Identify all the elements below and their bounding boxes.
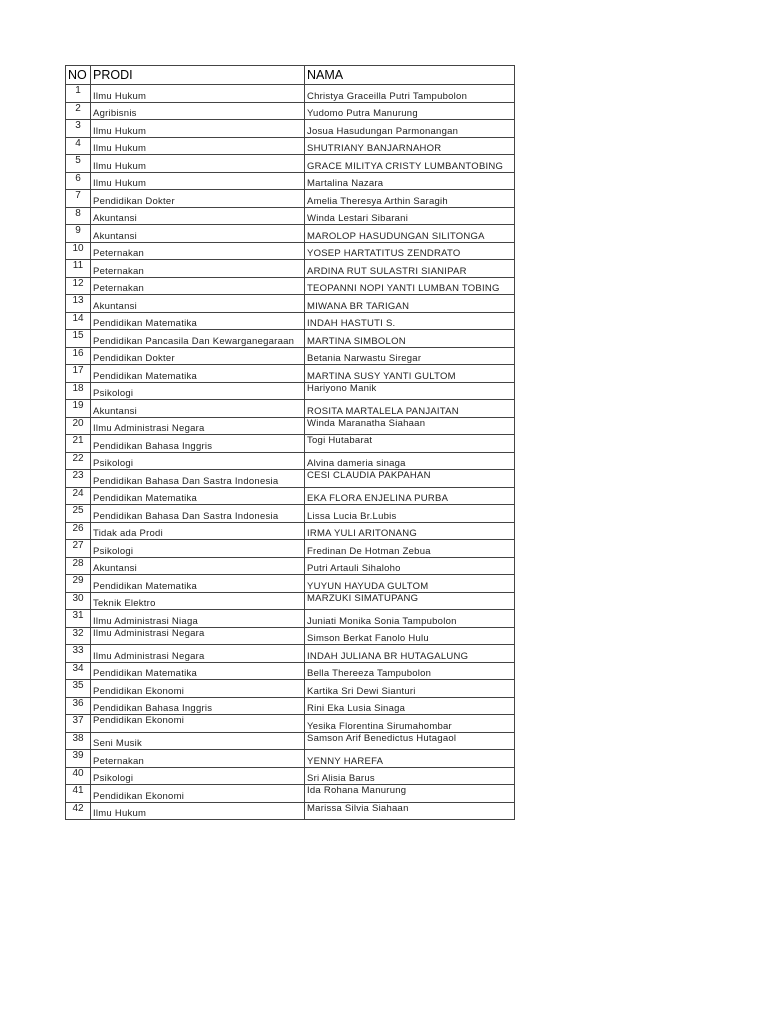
table-row bbox=[66, 697, 515, 715]
table-row bbox=[66, 715, 515, 733]
cell-nama[interactable]: TEOPANNI NOPI YANTI LUMBAN TOBING bbox=[305, 277, 515, 295]
cell-no[interactable]: 30 bbox=[66, 592, 91, 610]
cell-prodi[interactable]: Tidak ada Prodi bbox=[91, 522, 305, 540]
table-row bbox=[66, 540, 515, 558]
cell-no[interactable]: 40 bbox=[66, 767, 91, 785]
table-row bbox=[66, 557, 515, 575]
table-row bbox=[66, 452, 515, 470]
cell-no[interactable]: 11 bbox=[66, 260, 91, 278]
cell-nama[interactable]: INDAH HASTUTI S. bbox=[305, 312, 515, 330]
table-row bbox=[66, 295, 515, 313]
cell-no[interactable]: 4 bbox=[66, 137, 91, 155]
cell-prodi[interactable]: Pendidikan Matematika bbox=[91, 662, 305, 680]
cell-nama[interactable]: Marissa Silvia Siahaan bbox=[305, 802, 515, 820]
cell-prodi[interactable]: Pendidikan Matematika bbox=[91, 487, 305, 505]
cell-prodi[interactable]: Akuntansi bbox=[91, 557, 305, 575]
cell-prodi[interactable]: Akuntansi bbox=[91, 400, 305, 418]
table-row bbox=[66, 347, 515, 365]
cell-no[interactable]: 10 bbox=[66, 242, 91, 260]
cell-no[interactable]: 20 bbox=[66, 417, 91, 435]
cell-no[interactable]: 17 bbox=[66, 365, 91, 383]
student-table bbox=[65, 65, 515, 820]
table-row bbox=[66, 732, 515, 750]
cell-no[interactable]: 35 bbox=[66, 680, 91, 698]
table-row bbox=[66, 470, 515, 488]
table-row bbox=[66, 610, 515, 628]
table-row bbox=[66, 225, 515, 243]
cell-nama[interactable]: Samson Arif Benedictus Hutagaol bbox=[305, 732, 515, 750]
table-row bbox=[66, 85, 515, 103]
cell-nama[interactable]: Josua Hasudungan Parmonangan bbox=[305, 120, 515, 138]
cell-prodi[interactable]: Psikologi bbox=[91, 452, 305, 470]
cell-nama[interactable]: Winda Maranatha Siahaan bbox=[305, 417, 515, 435]
table-row bbox=[66, 365, 515, 383]
cell-nama[interactable]: EKA FLORA ENJELINA PURBA bbox=[305, 487, 515, 505]
cell-nama[interactable]: Betania Narwastu Siregar bbox=[305, 347, 515, 365]
cell-nama[interactable]: Martalina Nazara bbox=[305, 172, 515, 190]
cell-nama[interactable]: Kartika Sri Dewi Sianturi bbox=[305, 680, 515, 698]
cell-prodi[interactable]: Psikologi bbox=[91, 382, 305, 400]
cell-no[interactable]: 21 bbox=[66, 435, 91, 453]
cell-prodi[interactable]: Pendidikan Ekonomi bbox=[91, 680, 305, 698]
cell-no[interactable]: 38 bbox=[66, 732, 91, 750]
cell-nama[interactable]: GRACE MILITYA CRISTY LUMBANTOBING bbox=[305, 155, 515, 173]
cell-no[interactable]: 14 bbox=[66, 312, 91, 330]
cell-nama[interactable]: Ida Rohana Manurung bbox=[305, 785, 515, 803]
header-prodi[interactable]: PRODI bbox=[91, 66, 305, 85]
cell-nama[interactable]: Juniati Monika Sonia Tampubolon bbox=[305, 610, 515, 628]
cell-no[interactable]: 13 bbox=[66, 295, 91, 313]
cell-nama[interactable]: Rini Eka Lusia Sinaga bbox=[305, 697, 515, 715]
cell-no[interactable]: 7 bbox=[66, 190, 91, 208]
cell-prodi[interactable]: Pendidikan Dokter bbox=[91, 190, 305, 208]
cell-prodi[interactable]: Ilmu Hukum bbox=[91, 85, 305, 103]
cell-nama[interactable]: Alvina dameria sinaga bbox=[305, 452, 515, 470]
header-nama[interactable]: NAMA bbox=[305, 66, 515, 85]
table-row bbox=[66, 505, 515, 523]
cell-nama[interactable]: MARTINA SUSY YANTI GULTOM bbox=[305, 365, 515, 383]
header-row bbox=[66, 66, 515, 85]
table-row bbox=[66, 330, 515, 348]
cell-prodi[interactable]: Peternakan bbox=[91, 750, 305, 768]
table-row bbox=[66, 155, 515, 173]
cell-prodi[interactable]: Ilmu Hukum bbox=[91, 172, 305, 190]
cell-prodi[interactable]: Pendidikan Ekonomi bbox=[91, 715, 305, 733]
cell-prodi[interactable]: Pendidikan Bahasa Inggris bbox=[91, 697, 305, 715]
table-row bbox=[66, 662, 515, 680]
cell-prodi[interactable]: Ilmu Hukum bbox=[91, 802, 305, 820]
table-row bbox=[66, 417, 515, 435]
table-row bbox=[66, 102, 515, 120]
table-row bbox=[66, 522, 515, 540]
cell-no[interactable]: 29 bbox=[66, 575, 91, 593]
cell-no[interactable]: 19 bbox=[66, 400, 91, 418]
header-no[interactable]: NO bbox=[66, 66, 91, 85]
cell-no[interactable]: 22 bbox=[66, 452, 91, 470]
cell-no[interactable]: 12 bbox=[66, 277, 91, 295]
cell-no[interactable]: 42 bbox=[66, 802, 91, 820]
table-row bbox=[66, 172, 515, 190]
cell-no[interactable]: 6 bbox=[66, 172, 91, 190]
cell-nama[interactable]: MIWANA BR TARIGAN bbox=[305, 295, 515, 313]
table-row bbox=[66, 120, 515, 138]
cell-nama[interactable]: IRMA YULI ARITONANG bbox=[305, 522, 515, 540]
cell-no[interactable]: 16 bbox=[66, 347, 91, 365]
cell-no[interactable]: 3 bbox=[66, 120, 91, 138]
cell-prodi[interactable]: Pendidikan Ekonomi bbox=[91, 785, 305, 803]
cell-prodi[interactable]: Akuntansi bbox=[91, 295, 305, 313]
cell-nama[interactable]: Bella Thereeza Tampubolon bbox=[305, 662, 515, 680]
cell-no[interactable]: 39 bbox=[66, 750, 91, 768]
cell-no[interactable]: 33 bbox=[66, 645, 91, 663]
cell-nama[interactable]: Winda Lestari Sibarani bbox=[305, 207, 515, 225]
cell-prodi[interactable]: Psikologi bbox=[91, 767, 305, 785]
table-row bbox=[66, 312, 515, 330]
cell-prodi[interactable]: Peternakan bbox=[91, 242, 305, 260]
table-row bbox=[66, 767, 515, 785]
table-row bbox=[66, 190, 515, 208]
table-row bbox=[66, 435, 515, 453]
cell-nama[interactable]: Yudomo Putra Manurung bbox=[305, 102, 515, 120]
cell-nama[interactable]: Simson Berkat Fanolo Hulu bbox=[305, 627, 515, 645]
cell-nama[interactable]: YUYUN HAYUDA GULTOM bbox=[305, 575, 515, 593]
cell-nama[interactable]: Amelia Theresya Arthin Saragih bbox=[305, 190, 515, 208]
cell-no[interactable]: 2 bbox=[66, 102, 91, 120]
table-row bbox=[66, 487, 515, 505]
cell-prodi[interactable]: Teknik Elektro bbox=[91, 592, 305, 610]
cell-nama[interactable]: SHUTRIANY BANJARNAHOR bbox=[305, 137, 515, 155]
table-row bbox=[66, 592, 515, 610]
cell-no[interactable]: 32 bbox=[66, 627, 91, 645]
cell-prodi[interactable]: Akuntansi bbox=[91, 207, 305, 225]
cell-prodi[interactable]: Ilmu Hukum bbox=[91, 137, 305, 155]
cell-prodi[interactable]: Psikologi bbox=[91, 540, 305, 558]
cell-nama[interactable]: Christya Graceilla Putri Tampubolon bbox=[305, 85, 515, 103]
cell-nama[interactable]: CESI CLAUDIA PAKPAHAN bbox=[305, 470, 515, 488]
cell-no[interactable]: 31 bbox=[66, 610, 91, 628]
cell-no[interactable]: 5 bbox=[66, 155, 91, 173]
cell-prodi[interactable]: Ilmu Administrasi Negara bbox=[91, 627, 305, 645]
cell-no[interactable]: 26 bbox=[66, 522, 91, 540]
table-row bbox=[66, 207, 515, 225]
cell-prodi[interactable]: Ilmu Hukum bbox=[91, 120, 305, 138]
table-row bbox=[66, 802, 515, 820]
cell-nama[interactable]: Putri Artauli Sihaloho bbox=[305, 557, 515, 575]
table-row bbox=[66, 400, 515, 418]
cell-prodi[interactable]: Pendidikan Bahasa Dan Sastra Indonesia bbox=[91, 470, 305, 488]
cell-prodi[interactable]: Pendidikan Bahasa Dan Sastra Indonesia bbox=[91, 505, 305, 523]
cell-nama[interactable]: Yesika Florentina Sirumahombar bbox=[305, 715, 515, 733]
cell-no[interactable]: 34 bbox=[66, 662, 91, 680]
cell-no[interactable]: 27 bbox=[66, 540, 91, 558]
cell-no[interactable]: 15 bbox=[66, 330, 91, 348]
cell-no[interactable]: 41 bbox=[66, 785, 91, 803]
cell-nama[interactable]: YENNY HAREFA bbox=[305, 750, 515, 768]
cell-prodi[interactable]: Ilmu Hukum bbox=[91, 155, 305, 173]
cell-prodi[interactable]: Pendidikan Pancasila Dan Kewarganegaraan bbox=[91, 330, 305, 348]
cell-prodi[interactable]: Peternakan bbox=[91, 260, 305, 278]
table-row bbox=[66, 277, 515, 295]
cell-prodi[interactable]: Pendidikan Matematika bbox=[91, 312, 305, 330]
cell-nama[interactable]: MAROLOP HASUDUNGAN SILITONGA bbox=[305, 225, 515, 243]
cell-prodi[interactable]: Ilmu Administrasi Negara bbox=[91, 645, 305, 663]
cell-no[interactable]: 25 bbox=[66, 505, 91, 523]
cell-nama[interactable]: YOSEP HARTATITUS ZENDRATO bbox=[305, 242, 515, 260]
cell-nama[interactable]: MARZUKI SIMATUPANG bbox=[305, 592, 515, 610]
table-row bbox=[66, 382, 515, 400]
table-row bbox=[66, 242, 515, 260]
cell-prodi[interactable]: Ilmu Administrasi Niaga bbox=[91, 610, 305, 628]
cell-no[interactable]: 1 bbox=[66, 85, 91, 103]
cell-no[interactable]: 18 bbox=[66, 382, 91, 400]
table-row bbox=[66, 750, 515, 768]
cell-nama[interactable]: Hariyono Manik bbox=[305, 382, 515, 400]
cell-nama[interactable]: ROSITA MARTALELA PANJAITAN bbox=[305, 400, 515, 418]
cell-nama[interactable]: ARDINA RUT SULASTRI SIANIPAR bbox=[305, 260, 515, 278]
cell-no[interactable]: 28 bbox=[66, 557, 91, 575]
cell-nama[interactable]: Togi Hutabarat bbox=[305, 435, 515, 453]
table-row bbox=[66, 680, 515, 698]
cell-no[interactable]: 9 bbox=[66, 225, 91, 243]
cell-nama[interactable]: Fredinan De Hotman Zebua bbox=[305, 540, 515, 558]
table-row bbox=[66, 785, 515, 803]
cell-nama[interactable]: Lissa Lucia Br.Lubis bbox=[305, 505, 515, 523]
cell-no[interactable]: 8 bbox=[66, 207, 91, 225]
table-row bbox=[66, 627, 515, 645]
table-row bbox=[66, 575, 515, 593]
cell-prodi[interactable]: Pendidikan Matematika bbox=[91, 575, 305, 593]
cell-no[interactable]: 24 bbox=[66, 487, 91, 505]
cell-no[interactable]: 36 bbox=[66, 697, 91, 715]
cell-no[interactable]: 37 bbox=[66, 715, 91, 733]
cell-prodi[interactable]: Ilmu Administrasi Negara bbox=[91, 417, 305, 435]
cell-prodi[interactable]: Seni Musik bbox=[91, 732, 305, 750]
cell-prodi[interactable]: Agribisnis bbox=[91, 102, 305, 120]
cell-nama[interactable]: MARTINA SIMBOLON bbox=[305, 330, 515, 348]
cell-nama[interactable]: INDAH JULIANA BR HUTAGALUNG bbox=[305, 645, 515, 663]
cell-no[interactable]: 23 bbox=[66, 470, 91, 488]
table-row bbox=[66, 260, 515, 278]
cell-prodi[interactable]: Akuntansi bbox=[91, 225, 305, 243]
cell-prodi[interactable]: Pendidikan Dokter bbox=[91, 347, 305, 365]
table-row bbox=[66, 137, 515, 155]
cell-prodi[interactable]: Pendidikan Matematika bbox=[91, 365, 305, 383]
cell-nama[interactable]: Sri Alisia Barus bbox=[305, 767, 515, 785]
cell-prodi[interactable]: Pendidikan Bahasa Inggris bbox=[91, 435, 305, 453]
cell-prodi[interactable]: Peternakan bbox=[91, 277, 305, 295]
table-row bbox=[66, 645, 515, 663]
